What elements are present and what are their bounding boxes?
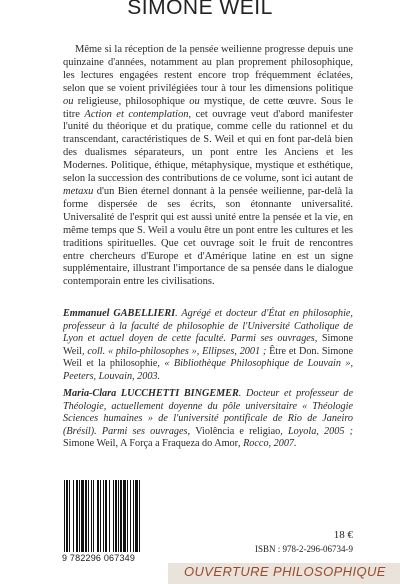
author-name: Emmanuel GABELLIERI bbox=[63, 308, 176, 319]
collection-name: OUVERTURE PHILOSOPHIQUE bbox=[184, 564, 386, 579]
price: 18 € bbox=[333, 529, 353, 541]
barcode-digits: 9 782296 067349 bbox=[62, 553, 136, 563]
book-author-title: SIMONE WEIL bbox=[127, 0, 273, 19]
author-bio-gabellieri: Emmanuel GABELLIERI. Agrégé et docteur d'État en philosophie, professeur à la faculté de philosophie de l'Université Catholique de Lyon et actuel doyen de cette faculté. Parmi ses ouvrages, Simone Weil, coll. « philo-philosophes », Ellipses, 2001 ; Être et Don. Simone Weil et la philosophie, « Bibliothèque Philosophique de Louvain », Peeters, Louvain, 2003. bbox=[63, 308, 353, 382]
author-bio-bingemer: Maria-Clara LUCCHETTI BINGEMER. Docteur et professeur de Théologie, actuellement doyenne du pôle universitaire « Théologie Sciences humaines » de l'université pontificale de Rio de Janeiro (Brésil). Parmi ses ouvrages, Violência e religiao, Loyola, 2005 ; Simone Weil, A Força a Fraqueza do Amor, Rocco, 2007. bbox=[63, 388, 353, 450]
back-cover-summary: Même si la réception de la pensée weilienne progresse depuis une quinzaine d'années, notamment au plan proprement philosophique, les lectures engagées restent encore trop fréquemment éclatées, selon que se voient privilégiées tour à tour les dimensions politique ou religieuse, philosophique ou mystique, de cette œuvre. Sous le titre Action et contemplation, cet ouvrage veut d'abord manifester l'unité du théorique et du pratique, comme celle du rationnel et du transcendant, caractéristiques de S. Weil et qui en font par-delà bien des dualismes séparateurs, un pont entre les Anciens et les Modernes. Politique, éthique, métaphysique, mystique et esthétique, selon la succession des contributions de ce volume, sont ici autant de metaxu d'un Bien éternel donnant à la pensée weilienne, par-delà la forme dispersée de ses écrits, son étonnante universalité. Universalité de l'esprit qui est aussi unité entre la pensée et la vie, en même temps que S. Weil a voulu être un pont entre les cultures et les traditions spirituelles. Que cet ouvrage soit le fruit de rencontres entre chercheurs d'Europe et d'Amérique latine en est un signe supplémentaire, illustrant l'importance de sa pensée dans le dialogue contemporain entre les civilisations. bbox=[63, 44, 354, 288]
barcode-icon bbox=[62, 480, 159, 552]
isbn: ISBN : 978-2-296-06734-9 bbox=[255, 544, 353, 554]
author-name: Maria-Clara LUCCHETTI BINGEMER bbox=[63, 388, 239, 399]
